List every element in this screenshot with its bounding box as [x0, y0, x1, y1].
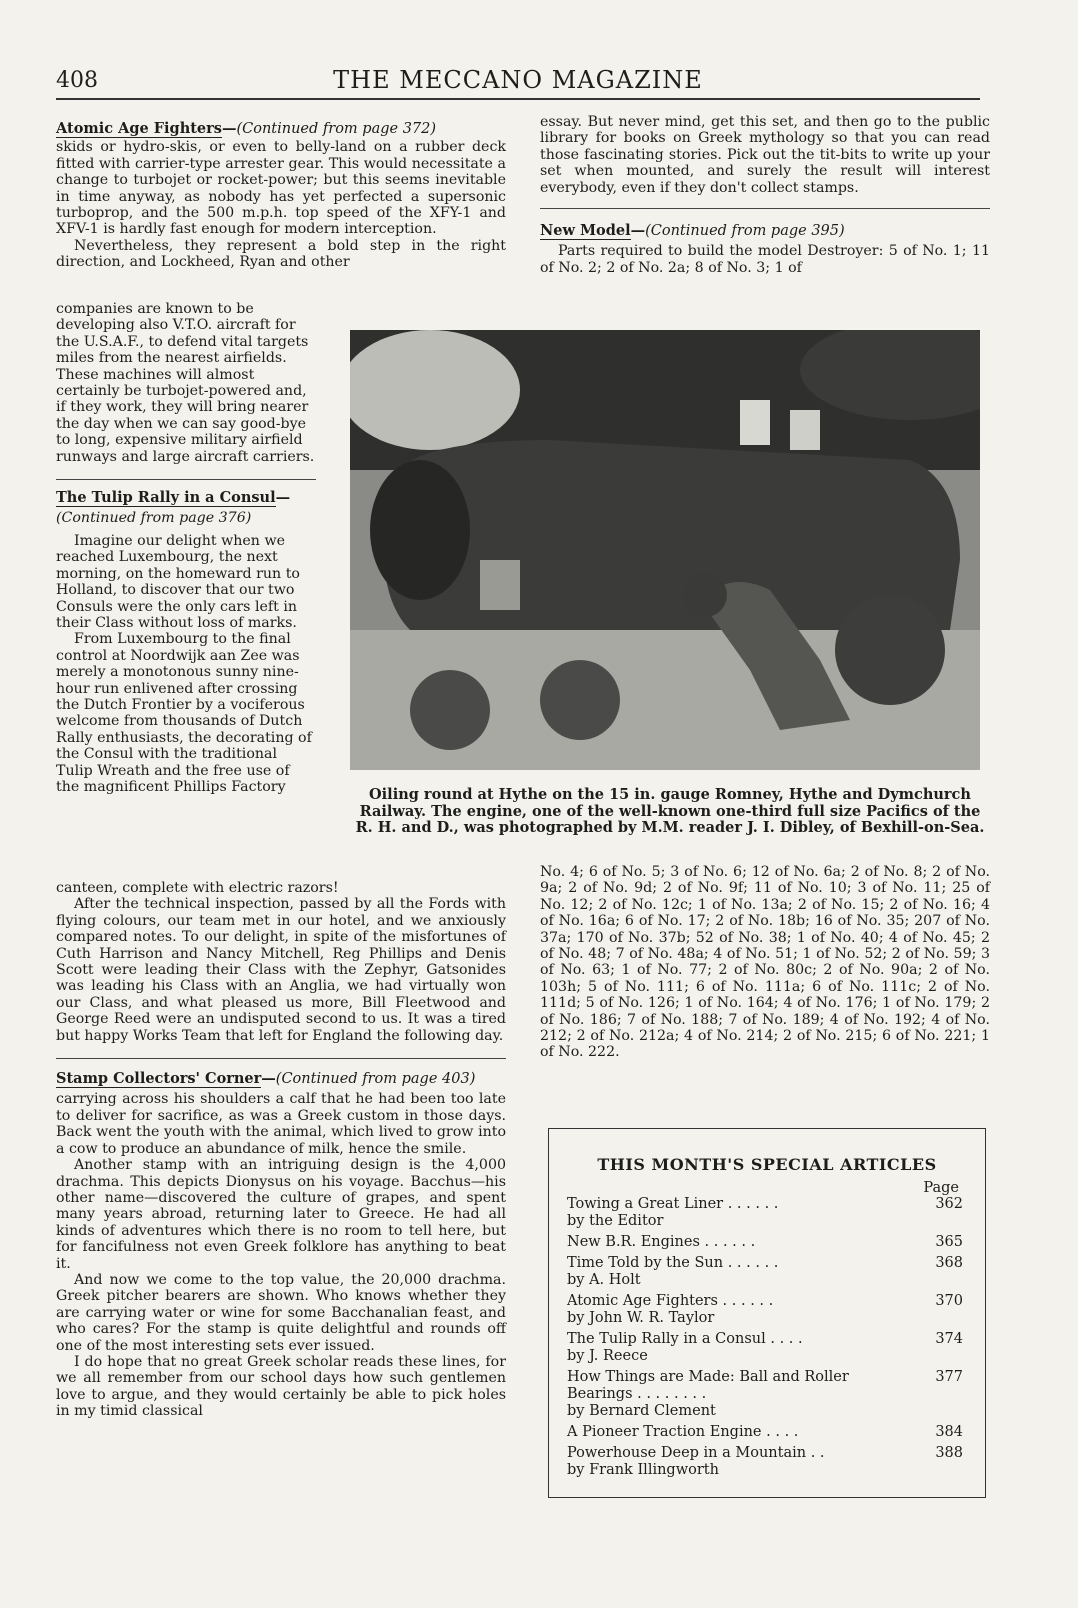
continued-note: (Continued from page 395)	[645, 223, 845, 240]
divider	[540, 208, 990, 209]
section-heading	[56, 490, 316, 506]
paragraph: companies are known to be developing also V.T.O. aircraft for the U.S.A.F., to defend vital targets miles from the nearest airfields. These machines will almost certainly be turbojet-powered and, if they work, they will bring nearer the day when we can say good-bye to long, expensive military airfield runways and large aircraft carriers.	[56, 301, 315, 465]
contents-item	[567, 1255, 963, 1289]
section-heading	[56, 1071, 506, 1087]
paragraph: Another stamp with an intriguing design is the 4,000 drachma. This depicts Dionysus on his voyage. Bacchus—his other name—discovered the culture of grapes, and spent many years abroad, returning later to Greece. He had all kinds of adventures which there is no room to tell here, but for fancifulness not even Greek folklore has anything to beat it.	[56, 1157, 506, 1272]
contents-item	[567, 1196, 963, 1230]
page-column-header: Page	[923, 1180, 959, 1196]
paragraph: No. 4; 6 of No. 5; 3 of No. 6; 12 of No. 6a; 2 of No. 8; 2 of No. 9a; 2 of No. 9d; 2 of No. 9f; 11 of No. 10; 3 of No. 11; 25 of No. 12; 2 of No. 12c; 1 of No. 13a; 2 of No. 15; 2 of No. 16; 4 of No. 16a; 6 of No. 17; 2 of No. 18b; 16 of No. 35; 207 of No. 37a; 170 of No. 37b; 52 of No. 38; 1 of No. 40; 4 of No. 45; 2 of No. 48; 7 of No. 48a; 4 of No. 51; 1 of No. 52; 2 of No. 59; 3 of No. 63; 1 of No. 77; 2 of No. 80c; 2 of No. 90a; 2 of No. 103h; 5 of No. 111; 6 of No. 111a; 6 of No. 111c; 2 of No. 111d; 5 of No. 126; 1 of No. 164; 4 of No. 176; 1 of No. 179; 2 of No. 186; 7 of No. 188; 7 of No. 189; 4 of No. 192; 4 of No. 212; 2 of No. 212a; 4 of No. 214; 2 of No. 215; 6 of No. 221; 1 of No. 222.	[540, 864, 990, 1061]
contents-item-page: 388	[935, 1445, 963, 1461]
contents-item-title: How Things are Made: Ball and Roller Bearings . . . . . . . . by Bernard Clement	[567, 1369, 849, 1419]
continued-note: (Continued from page 376)	[56, 510, 252, 527]
contents-item-page: 384	[935, 1424, 963, 1440]
locomotive-photo	[350, 330, 980, 770]
masthead: THE MECCANO MAGAZINE	[333, 66, 703, 94]
heading-dash: —	[221, 120, 237, 137]
article-atomic-continued	[56, 121, 506, 271]
paragraph: skids or hydro-skis, or even to belly-land on a rubber deck fitted with carrier-type arrester gear. This would necessitate a change to turbojet or rocket-power; but this seems inevitable in time anyway, as nobody has yet perfected a supersonic turboprop, and the 500 m.p.h. top speed of the XFY-1 and XFV-1 is hardly fast enough for modern interception.	[56, 139, 506, 238]
parts-list	[540, 864, 990, 1061]
photo-illustration	[350, 330, 980, 770]
divider	[56, 1058, 506, 1059]
photo-caption: Oiling round at Hythe on the 15 in. gauge Romney, Hythe and Dymchurch Railway. The engine, one of the well-known one-third full size Pacifics of the R. H. and D., was photographed by M.M. reader J. I. Dibley, of Bexhill-on-Sea.	[355, 786, 985, 836]
section-heading	[540, 223, 990, 239]
paragraph: After the technical inspection, passed by all the Fords with flying colours, our team met in our hotel, and we anxiously compared notes. To our delight, in spite of the misfortunes of Cuth Harrison and Nancy Mitchell, Reg Phillips and Denis Scott were leading their Class with the Zephyr, Gatsonides was leading his Class with an Anglia, we had virtually won our Class, and what pleased us more, Bill Fleetwood and George Reed were an undisputed second to us. It was a tired but happy Works Team that left for England the following day.	[56, 896, 506, 1044]
contents-item-page: 370	[935, 1293, 963, 1309]
contents-item-page: 362	[935, 1196, 963, 1212]
article-narrow-column	[56, 301, 316, 795]
continued-note: (Continued from page 372)	[236, 121, 437, 137]
heading-dash: —	[275, 489, 291, 507]
box-title: THIS MONTH'S SPECIAL ARTICLES	[597, 1155, 937, 1174]
contents-list	[567, 1196, 963, 1479]
paragraph: Imagine our delight when we reached Luxembourg, the next morning, on the homeward run to Holland, to discover that our two Consuls were the only cars left in their Class without loss of marks.	[56, 532, 300, 631]
contents-item-title: Atomic Age Fighters . . . . . . by John W. R. Taylor	[567, 1293, 774, 1326]
article-tulip-continued	[56, 880, 506, 1420]
contents-item	[567, 1369, 963, 1420]
paragraph: Nevertheless, they represent a bold step in the right direction, and Lockheed, Ryan and other	[56, 237, 506, 271]
section-title: Stamp Collectors' Corner	[56, 1070, 262, 1088]
page-header	[56, 66, 980, 100]
divider	[56, 479, 316, 480]
heading-dash: —	[261, 1070, 276, 1088]
contents-item	[567, 1293, 963, 1327]
paragraph: And now we come to the top value, the 20,000 drachma. Greek pitcher bearers are shown. Who knows whether they are carrying water or wine for some Bacchanalian feast, and who cares? For the stamp is quite delightful and rounds off one of the most interesting sets ever issued.	[56, 1271, 506, 1354]
contents-item-title: Towing a Great Liner . . . . . . by the Editor	[567, 1196, 779, 1229]
paragraph: I do hope that no great Greek scholar reads these lines, for we all remember from our school days how such gentlemen love to argue, and they would certainly be able to pick holes in my timid classical	[56, 1353, 506, 1420]
contents-item	[567, 1331, 963, 1365]
paragraph: From Luxembourg to the final control at Noordwijk aan Zee was merely a monotonous sunny nine-hour run enlivened after crossing the Dutch Frontier by a vociferous welcome from thousands of Dutch Rally enthusiasts, the decorating of the Consul with the traditional Tulip Wreath and the free use of the magnificent Phillips Factory	[56, 631, 312, 795]
heading-dash: —	[630, 222, 646, 240]
contents-item-page: 374	[935, 1331, 963, 1347]
contents-item	[567, 1234, 963, 1251]
article-right-top	[540, 114, 990, 276]
contents-item	[567, 1424, 963, 1441]
paragraph: Parts required to build the model Destroyer: 5 of No. 1; 11 of No. 2; 2 of No. 2a; 8 of No. 3; 1 of	[540, 243, 990, 276]
contents-item-title: A Pioneer Traction Engine . . . .	[567, 1424, 799, 1440]
continued-note: (Continued from page 403)	[275, 1071, 476, 1088]
section-heading	[56, 121, 506, 137]
contents-item-title: New B.R. Engines . . . . . .	[567, 1234, 756, 1250]
contents-item-title: Powerhouse Deep in a Mountain . . by Frank Illingworth	[567, 1445, 825, 1478]
contents-item-page: 368	[935, 1255, 963, 1271]
page-number: 408	[56, 68, 98, 93]
contents-item-title: The Tulip Rally in a Consul . . . . by J. Reece	[567, 1331, 803, 1364]
section-title: New Model	[540, 222, 631, 240]
contents-item	[567, 1445, 963, 1479]
special-articles-box	[548, 1128, 986, 1498]
paragraph: canteen, complete with electric razors!	[56, 880, 339, 896]
contents-item-title: Time Told by the Sun . . . . . . by A. Holt	[567, 1255, 779, 1288]
section-title: The Tulip Rally in a Consul	[56, 489, 276, 507]
contents-item-page: 365	[935, 1234, 963, 1250]
paragraph: carrying across his shoulders a calf that he had been too late to deliver for sacrifice, as was a Greek custom in those days. Back went the youth with the animal, which lived to grow into a cow to produce an abundance of milk, hence the smile.	[56, 1091, 506, 1157]
section-title: Atomic Age Fighters	[56, 120, 222, 137]
contents-item-page: 377	[935, 1369, 963, 1385]
paragraph: essay. But never mind, get this set, and then go to the public library for books on Greek mythology so that you can read those fascinating stories. Pick out the tit-bits to write up your set when mounted, and surely the result will interest everybody, even if they don't collect stamps.	[540, 114, 990, 196]
